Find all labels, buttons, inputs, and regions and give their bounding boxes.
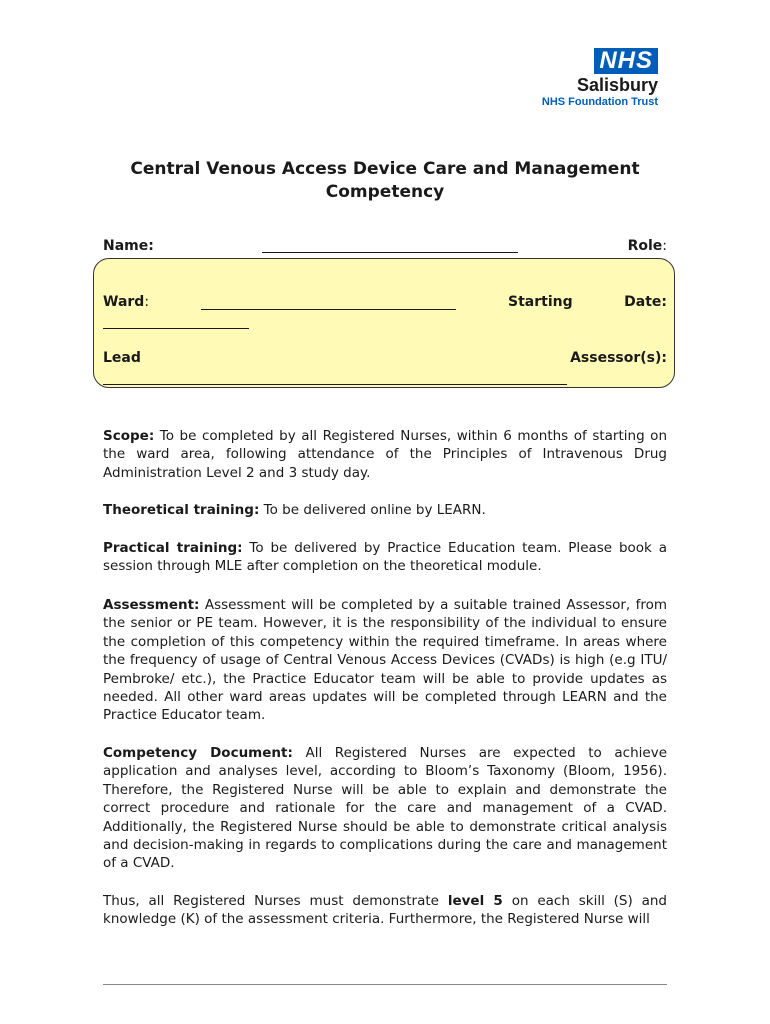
practical-heading: Practical training: xyxy=(103,540,243,556)
assessment-paragraph xyxy=(103,596,667,725)
name-field[interactable] xyxy=(262,252,518,253)
starting-label: Starting xyxy=(508,294,573,310)
logo-organisation: Salisbury xyxy=(576,75,658,95)
logo-trust-name: NHS Foundation Trust xyxy=(541,96,658,108)
lead-assessors-field[interactable] xyxy=(103,384,567,385)
competency-paragraph xyxy=(103,744,667,873)
ward-field[interactable] xyxy=(201,309,456,310)
ward-label-colon: : xyxy=(144,294,150,310)
name-label: Name: xyxy=(103,238,154,254)
role-label-text: Role xyxy=(627,238,663,254)
competency-text: All Registered Nurses are expected to achieve application and analyses level, according to Bloom’s Taxonomy (Bloom, 1956). Therefore, the Registered Nurse will be able to explain and demonstrate the correct procedure and rationale for the care and management of a CVAD. Additionally, the Registered Nurse should be able to demonstrate critical analysis and decision-making in regards to complications during the care and management of a CVAD. xyxy=(103,745,667,872)
thus-paragraph xyxy=(103,892,667,929)
assessment-heading: Assessment: xyxy=(103,597,200,613)
title-line-1: Central Venous Access Device Care and Management xyxy=(130,159,640,179)
scope-heading: Scope: xyxy=(103,428,155,444)
title-line-2: Competency xyxy=(325,182,445,202)
scope-paragraph xyxy=(103,427,667,482)
nhs-salisbury-logo xyxy=(518,48,658,109)
practical-paragraph xyxy=(103,539,667,576)
competency-heading: Competency Document: xyxy=(103,745,293,761)
lead-label: Lead xyxy=(103,350,141,366)
ward-label-text: Ward xyxy=(103,294,145,310)
ward-label xyxy=(103,294,149,310)
role-label xyxy=(628,238,667,254)
details-box xyxy=(93,258,675,388)
thus-text-after: on each skill (S) and knowledge (K) of the assessment criteria. Furthermore, the Registered Nurse will xyxy=(103,893,667,928)
practical-text: To be delivered by Practice Education team. Please book a session through MLE after completion on the theoretical module. xyxy=(103,540,668,575)
footer-divider xyxy=(103,984,667,985)
starting-date-field[interactable] xyxy=(103,328,249,329)
thus-text-before: Thus, all Registered Nurses must demonstrate xyxy=(103,893,439,909)
scope-text: To be completed by all Registered Nurses, within 6 months of starting on the ward area, following attendance of the Principles of Intravenous Drug Administration Level 2 and 3 study day. xyxy=(103,428,668,481)
assessors-label: Assessor(s): xyxy=(570,350,667,366)
date-label: Date: xyxy=(624,294,667,310)
assessment-text: Assessment will be completed by a suitable trained Assessor, from the senior or PE team. However, it is the responsibility of the individual to ensure the completion of this competency within the required timeframe. In areas where the frequency of usage of Central Venous Access Devices (CVADs) is high (e.g ITU/ Pembroke/ etc.), the Practice Educator team will be able to provide updates as needed. All other ward areas updates will be completed through LEARN and the Practice Educator team. xyxy=(103,597,668,724)
theory-paragraph xyxy=(103,501,667,519)
theory-text: To be delivered online by LEARN. xyxy=(263,502,486,518)
thus-level: level 5 xyxy=(447,893,503,909)
nhs-logo-mark: NHS xyxy=(594,48,658,74)
role-label-colon: : xyxy=(662,238,667,254)
page-title xyxy=(100,158,670,204)
theory-heading: Theoretical training: xyxy=(103,502,260,518)
